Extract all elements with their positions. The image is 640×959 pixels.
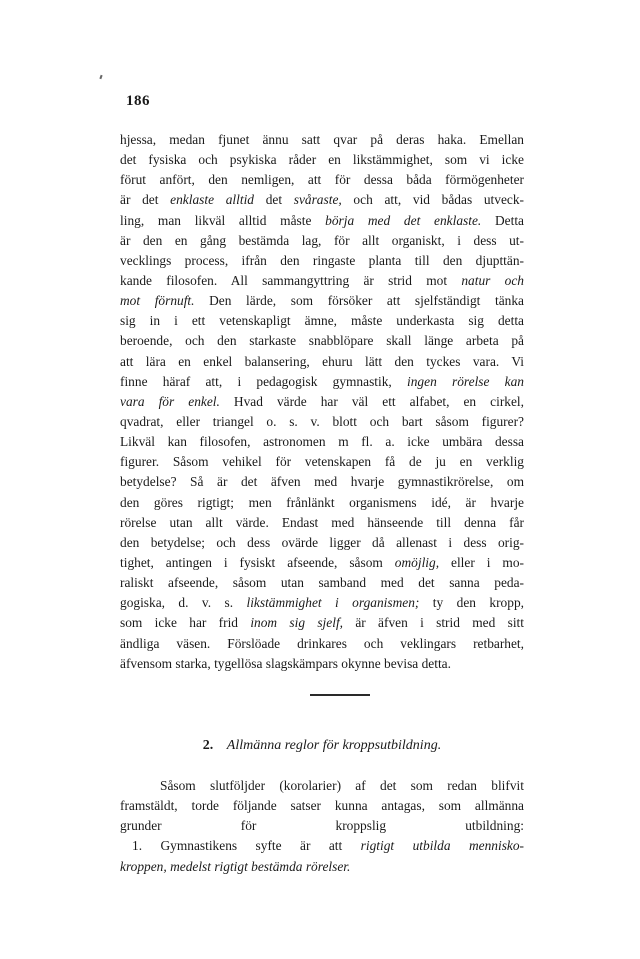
italic-run: mot förnuft.	[120, 293, 195, 309]
section-title: Allmänna reglor för kroppsutbildning.	[226, 738, 442, 753]
text-line	[120, 211, 524, 231]
text-run: betydelse? Så är det äfven med hvarje gymnastikrörelse, om	[120, 474, 524, 490]
text-run: ändliga väsen. Förslöade drinkares och veklingars retbarhet,	[120, 635, 524, 651]
text-run: qvadrat, eller triangel o. s. v. blott och bart såsom figurer?	[120, 413, 524, 429]
text-run: kande filosofen. All sammangyttring är strid mot	[120, 272, 462, 288]
text-line	[120, 130, 524, 150]
text-run: Likväl kan filosofen, astronomen m fl. a. icke umbära dessa	[120, 434, 524, 450]
text-line	[120, 392, 524, 412]
text-line	[120, 372, 524, 392]
text-line	[120, 533, 524, 553]
text-run: ling, man likväl alltid måste	[120, 212, 326, 228]
paragraph-2	[120, 776, 524, 877]
italic-run: svåraste,	[293, 192, 342, 208]
text-line	[120, 432, 524, 452]
text-run: hjessa, medan fjunet ännu satt qvar på deras haka. Emellan	[120, 132, 524, 147]
text-run: det	[254, 192, 294, 208]
text-run: gogiska, d. v. s.	[120, 595, 247, 611]
text-line	[120, 593, 524, 613]
italic-run: omöjlig,	[394, 554, 440, 570]
text-line	[120, 857, 524, 877]
text-line	[120, 170, 524, 190]
text-run: Såsom slutföljder (korolarier) af det som redan blifvit	[160, 778, 524, 793]
text-line	[120, 493, 524, 513]
text-run: som icke har frid	[120, 615, 251, 631]
italic-run: likstämmighet i organismen;	[246, 595, 420, 611]
italic-run: kroppen, medelst rigtigt bestämda rörelser.	[120, 858, 351, 874]
text-run: Den lärde, som försöker att sjelfständigt tänka	[194, 293, 524, 309]
italic-run: enklaste alltid	[170, 192, 254, 208]
italic-run: natur och	[461, 272, 524, 288]
text-run: 1. Gymnastikens syfte är att	[132, 838, 361, 854]
text-line	[120, 352, 524, 372]
text-line	[120, 150, 524, 170]
italic-run: inom sig sjelf,	[250, 615, 344, 631]
text-line	[120, 513, 524, 533]
text-line	[120, 311, 524, 331]
text-line	[120, 796, 524, 816]
text-line	[120, 654, 524, 674]
text-line	[120, 472, 524, 492]
text-run: sig in i ett vetenskapligt ämne, måste underkasta sig detta	[120, 313, 524, 329]
text-run: det fysiska och psykiska råder en likstämmighet, som vi icke	[120, 152, 524, 168]
text-run: Detta	[481, 212, 524, 228]
text-line	[120, 291, 524, 311]
text-run: förut anfört, den nemligen, att för dessa båda förmögenheter	[120, 172, 524, 188]
text-run: vecklings process, ifrån den ringaste planta till den djupttän-	[120, 252, 524, 268]
text-run: är den en gång bestämda lag, för allt organiskt, i dess ut-	[120, 232, 524, 248]
text-run: är äfven i strid med sitt	[343, 615, 524, 631]
text-run: figurer. Såsom vehikel för vetenskapen få de ju en verklig	[120, 454, 524, 470]
text-run: finne häraf att, i pedagogisk gymnastik,	[120, 373, 408, 389]
page-number: 186	[126, 93, 150, 109]
text-line	[120, 816, 524, 836]
text-run: tighet, antingen i fysiskt afseende, såsom	[120, 554, 395, 570]
text-line	[120, 776, 524, 796]
text-line	[120, 190, 524, 210]
text-line	[120, 634, 524, 654]
italic-run: börja med det enklaste.	[325, 212, 482, 228]
text-run: är det	[120, 192, 171, 208]
text-run: och att, vid bådas utveck-	[341, 192, 525, 208]
stray-ink-mark	[99, 75, 102, 79]
text-line	[120, 613, 524, 633]
text-run: framstäldt, torde följande satser kunna antagas, som allmänna	[120, 798, 524, 814]
text-run: rörelse utan allt värde. Endast med hänseende till denna får	[120, 514, 524, 530]
text-run: beroende, och den starkaste snabblöpare skall länge arbeta på	[120, 333, 524, 349]
text-run: Hvad värde har väl ett alfabet, en cirkel,	[219, 393, 525, 409]
text-run: ty den kropp,	[419, 595, 524, 611]
text-line	[120, 553, 524, 573]
italic-run: ingen rörelse kan	[407, 373, 525, 389]
italic-run: rigtigt utbilda mennisko-	[360, 838, 525, 854]
text-run: eller i mo-	[439, 554, 524, 570]
text-run: grunder för kroppslig utbildning:	[120, 818, 524, 834]
text-line	[120, 412, 524, 432]
text-run: raliskt afseende, såsom utan samband med det sanna peda-	[120, 575, 524, 591]
text-line	[120, 231, 524, 251]
section-number: 2.	[202, 738, 214, 753]
section-heading	[120, 738, 524, 754]
text-line	[120, 452, 524, 472]
section-divider	[310, 694, 370, 696]
text-line	[120, 251, 524, 271]
text-run: den betydelse; och dess ovärde ligger då allenast i dess orig-	[120, 534, 524, 550]
text-line	[120, 271, 524, 291]
text-run: den göres rigtigt; men frånlänkt organismens idé, är hvarje	[120, 494, 524, 510]
text-line	[120, 836, 524, 856]
text-run: äfvensom starka, tygellösa slagskämpars okynne bevisa detta.	[120, 655, 451, 671]
paragraph-1	[120, 130, 524, 674]
italic-run: vara för enkel.	[120, 393, 220, 409]
text-line	[120, 573, 524, 593]
text-run: att lära en enkel balansering, ehuru lätt den tyckes vara. Vi	[120, 353, 524, 369]
text-line	[120, 331, 524, 351]
